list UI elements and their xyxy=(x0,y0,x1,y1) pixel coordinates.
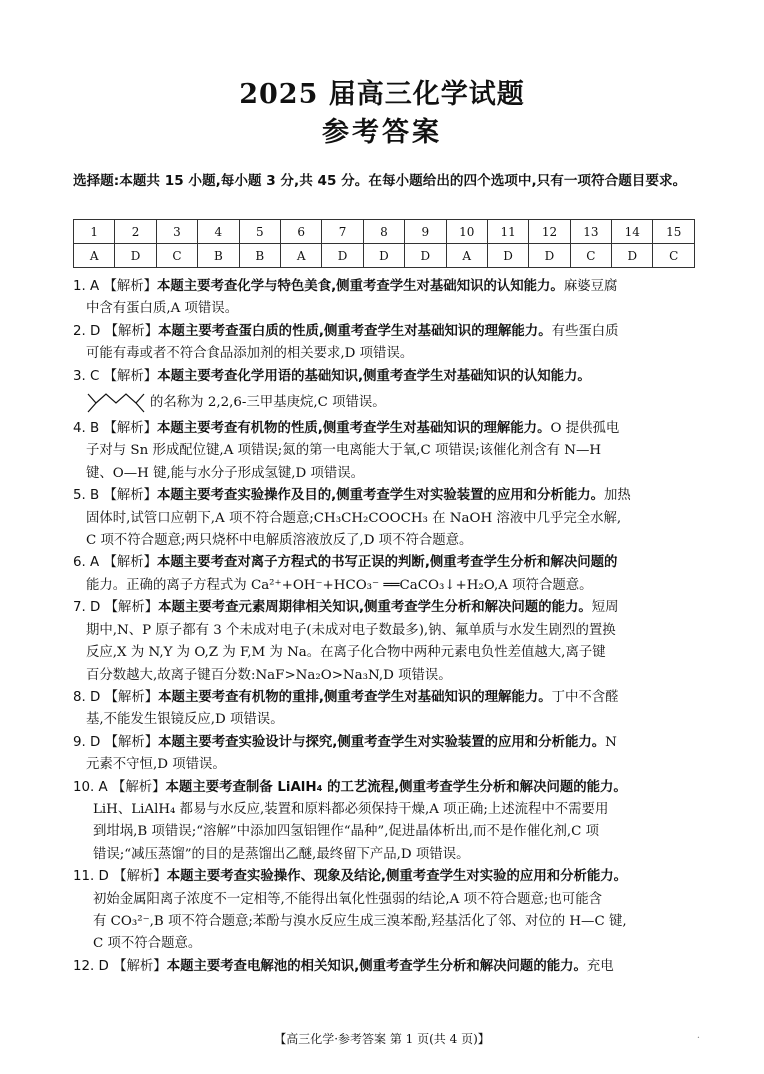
answer-cell: C xyxy=(653,244,695,268)
section-instructions: 选择题:本题共 15 小题,每小题 3 分,共 45 分。在每小题给出的四个选项中,只有一项符合题目要求。 xyxy=(73,173,687,189)
explanation-item xyxy=(73,485,699,552)
explanation-first-line xyxy=(73,732,699,754)
question-number-row xyxy=(74,220,695,244)
answer-cell: A xyxy=(280,244,321,268)
explanation-item xyxy=(73,777,699,867)
answer-lead: 1. A 【解析】 xyxy=(73,279,158,294)
structure-line xyxy=(73,388,699,418)
answer-lead: 9. D 【解析】 xyxy=(73,734,159,750)
answer-cell: D xyxy=(322,244,363,268)
answer-lead: 11. D 【解析】 xyxy=(73,869,167,885)
focus-statement: 本题主要考查化学用语的基础知识,侧重考查学生对基础知识的认知能力。 xyxy=(157,368,591,384)
explanation-line: 到坩埚,B 项错误;“溶解”中添加四氢铝锂作“晶种”,促进晶体析出,而不是作催化剂,C 项 xyxy=(93,824,600,840)
explanation-first-line xyxy=(73,418,699,440)
focus-statement: 本题主要考查蛋白质的性质,侧重考查学生对基础知识的理解能力。 xyxy=(158,323,552,339)
explanation-line: 键、O—H 键,能与水分子形成氢键,D 项错误。 xyxy=(86,465,365,481)
explanation-text: O 提供孤电 xyxy=(550,421,620,437)
explanation-line: 初始金属阳离子浓度不一定相等,不能得出氧化性强弱的结论,A 项不符合题意;也可能含 xyxy=(93,891,603,907)
skeletal-formula-icon xyxy=(86,390,146,416)
focus-statement: 本题主要考查实验操作、现象及结论,侧重考查学生对实验的应用和分析能力。 xyxy=(166,869,628,885)
answer-cell: D xyxy=(529,244,570,268)
explanation-line: 基,不能发生银镜反应,D 项错误。 xyxy=(86,712,284,728)
explanation-first-line xyxy=(73,552,699,574)
explanation-line: 有 CO₃²⁻,B 项不符合题意;苯酚与溴水反应生成三溴苯酚,羟基活化了邻、对位的 H—C 键, xyxy=(93,913,627,929)
explanation-line: 可能有毒或者不符合食品添加剂的相关要求,D 项错误。 xyxy=(86,346,414,362)
explanation-first-line xyxy=(73,597,699,619)
explanation-line: 固体时,试管口应朝下,A 项不符合题意;CH₃CH₂COOCH₃ 在 NaOH 溶液中几乎完全水解, xyxy=(86,510,622,526)
explanation-item xyxy=(73,321,699,366)
page-title: 2025 届高三化学试题 xyxy=(239,79,525,110)
answer-cell: B xyxy=(198,244,239,268)
answer-lead: 6. A 【解析】 xyxy=(73,555,158,571)
question-number-cell: 1 xyxy=(74,220,115,244)
explanation-text: 麻婆豆腐 xyxy=(563,279,618,294)
explanation-line: 能力。正确的离子方程式为 Ca²⁺+OH⁻+HCO₃⁻ ══CaCO₃↓+H₂O,A 项符合题意。 xyxy=(86,577,593,593)
explanation-item xyxy=(73,276,699,321)
focus-statement: 本题主要考查有机物的性质,侧重考查学生对基础知识的理解能力。 xyxy=(157,421,551,437)
answer-lead: 8. D 【解析】 xyxy=(73,689,159,705)
question-number-cell: 13 xyxy=(570,220,611,244)
explanation-text: 充电 xyxy=(586,958,614,974)
explanation-first-line xyxy=(73,687,699,709)
question-number-cell: 8 xyxy=(363,220,404,244)
focus-statement: 本题主要考查化学与特色美食,侧重考查学生对基础知识的认知能力。 xyxy=(157,279,564,294)
explanation-first-line xyxy=(73,866,699,888)
explanation-line: C 项不符合题意;两只烧杯中电解质溶液放反了,D 项不符合题意。 xyxy=(86,533,473,549)
explanation-first-line xyxy=(73,956,699,978)
question-number-cell: 9 xyxy=(405,220,446,244)
explanation-item xyxy=(73,732,699,777)
explanation-line: 中含有蛋白质,A 项错误。 xyxy=(86,301,239,317)
explanation-text: 有些蛋白质 xyxy=(551,323,619,339)
explanation-line: C 项不符合题意。 xyxy=(93,936,202,952)
explanation-item xyxy=(73,366,699,418)
explanation-item xyxy=(73,956,699,978)
answer-cell: A xyxy=(446,244,487,268)
focus-statement: 本题主要考查有机物的重排,侧重考查学生对基础知识的理解能力。 xyxy=(158,689,552,705)
explanation-line: 百分数越大,故离子键百分数:NaF>Na₂O>Na₃N,D 项错误。 xyxy=(86,667,452,683)
explanation-first-line xyxy=(73,321,699,343)
answer-cell: D xyxy=(487,244,528,268)
explanation-first-line xyxy=(73,777,699,799)
answer-cell: C xyxy=(156,244,197,268)
answer-cell: D xyxy=(612,244,653,268)
answer-lead: 12. D 【解析】 xyxy=(73,958,167,974)
explanation-line: 错误;“减压蒸馏”的目的是蒸馏出乙醚,最终留下产品,D 项错误。 xyxy=(93,846,470,862)
focus-statement: 本题主要考查实验操作及目的,侧重考查学生对实验装置的应用和分析能力。 xyxy=(157,488,605,504)
answer-lead: 3. C 【解析】 xyxy=(73,368,158,384)
explanation-item xyxy=(73,687,699,732)
explanation-line: LiH、LiAlH₄ 都易与水反应,装置和原料都必须保持干燥,A 项正确;上述流程中不需要用 xyxy=(93,801,609,817)
question-number-cell: 3 xyxy=(156,220,197,244)
answer-table xyxy=(73,219,695,268)
answer-cell: B xyxy=(239,244,280,268)
question-number-cell: 15 xyxy=(653,220,695,244)
explanation-line: 反应,X 为 N,Y 为 O,Z 为 F,M 为 Na。在离子化合物中两种元素电负性差值越大,离子键 xyxy=(86,645,606,661)
answer-lead: 2. D 【解析】 xyxy=(73,323,159,339)
question-number-cell: 2 xyxy=(115,220,156,244)
focus-statement: 本题主要考查对离子方程式的书写正误的判断,侧重考查学生分析和解决问题的 xyxy=(157,555,618,571)
page-footer: 【高三化学·参考答案 第 1 页(共 4 页)】 xyxy=(274,1032,490,1046)
focus-statement: 本题主要考查实验设计与探究,侧重考查学生对实验装置的应用和分析能力。 xyxy=(158,734,606,750)
explanation-text: 加热 xyxy=(604,488,631,504)
question-number-cell: 10 xyxy=(446,220,487,244)
corner-mark: · xyxy=(696,1033,700,1044)
explanation-line: 元素不守恒,D 项错误。 xyxy=(86,757,226,773)
focus-statement: 本题主要考查元素周期律相关知识,侧重考查学生分析和解决问题的能力。 xyxy=(158,600,592,616)
question-number-cell: 5 xyxy=(239,220,280,244)
answer-cell: C xyxy=(570,244,611,268)
explanation-line: 子对与 Sn 形成配位键,A 项错误;氮的第一电离能大于氧,C 项错误;该催化剂含有 N—H xyxy=(86,443,602,459)
answer-cell: D xyxy=(115,244,156,268)
explanation-text: 丁中不含醛 xyxy=(551,689,619,705)
answer-lead: 7. D 【解析】 xyxy=(73,600,159,616)
question-number-cell: 6 xyxy=(280,220,321,244)
explanation-first-line xyxy=(73,276,699,298)
answer-cell: A xyxy=(74,244,115,268)
explanation-item xyxy=(73,418,699,485)
answer-lead: 5. B 【解析】 xyxy=(73,488,158,504)
explanation-item xyxy=(73,866,699,956)
answer-lead: 10. A 【解析】 xyxy=(73,779,166,795)
answer-cell: D xyxy=(405,244,446,268)
explanation-text: 短周 xyxy=(591,600,619,616)
explanation-item xyxy=(73,597,699,687)
explanation-text: N xyxy=(605,734,617,750)
structure-caption: 的名称为 2,2,6-三甲基庚烷,C 项错误。 xyxy=(150,394,386,410)
explanation-first-line xyxy=(73,485,699,507)
question-number-cell: 12 xyxy=(529,220,570,244)
explanation-first-line xyxy=(73,366,699,388)
answer-row xyxy=(74,244,695,268)
answer-cell: D xyxy=(363,244,404,268)
question-number-cell: 4 xyxy=(198,220,239,244)
explanation-item xyxy=(73,552,699,597)
explanation-list xyxy=(73,276,699,978)
question-number-cell: 11 xyxy=(487,220,528,244)
focus-statement: 本题主要考查制备 LiAlH₄ 的工艺流程,侧重考查学生分析和解决问题的能力。 xyxy=(165,779,627,795)
focus-statement: 本题主要考查电解池的相关知识,侧重考查学生分析和解决问题的能力。 xyxy=(166,958,587,974)
explanation-line: 期中,N、P 原子都有 3 个未成对电子(未成对电子数最多),钠、氟单质与水发生剧烈的置换 xyxy=(86,622,616,638)
question-number-cell: 7 xyxy=(322,220,363,244)
page-subtitle: 参考答案 xyxy=(322,117,442,148)
question-number-cell: 14 xyxy=(612,220,653,244)
answer-lead: 4. B 【解析】 xyxy=(73,421,158,437)
